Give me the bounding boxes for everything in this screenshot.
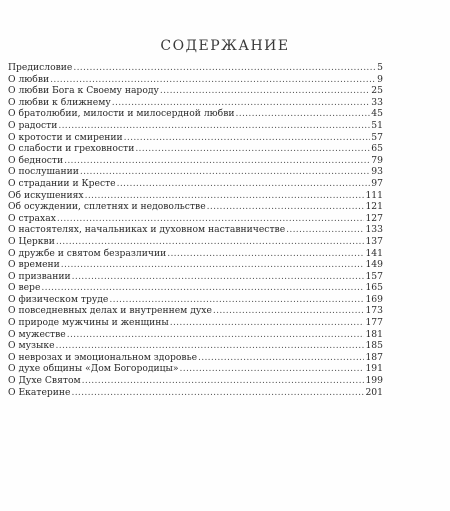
toc-entry-title: О кротости и смирении xyxy=(8,131,123,143)
toc-entry-page: 199 xyxy=(365,375,383,387)
toc-entry-page: 57 xyxy=(371,131,383,143)
toc-leader-dots xyxy=(124,132,371,144)
toc-entry-page: 5 xyxy=(377,62,383,73)
toc-entry-page: 181 xyxy=(365,328,383,340)
toc-entry-page: 33 xyxy=(371,96,383,108)
toc-entry-page: 111 xyxy=(365,189,383,201)
toc-entry xyxy=(8,166,383,178)
toc-entry-page: 191 xyxy=(365,363,383,375)
toc-entry xyxy=(8,236,383,248)
toc-entry-title: О радости xyxy=(8,119,58,131)
toc-entry xyxy=(8,375,383,387)
toc-entry xyxy=(8,305,383,317)
toc-entry xyxy=(8,62,383,74)
toc-leader-dots xyxy=(82,375,365,387)
toc-leader-dots xyxy=(117,178,371,190)
toc-entry-title: Предисловие xyxy=(8,62,73,73)
toc-entry-page: 127 xyxy=(365,212,383,224)
toc-entry-page: 157 xyxy=(365,270,383,282)
toc-entry-title: О музыке xyxy=(8,340,55,352)
toc-entry-page: 169 xyxy=(365,293,383,305)
toc-entry-title: О духе общины «Дом Богородицы» xyxy=(8,363,179,375)
toc-entry-title: О любви Бога к Своему народу xyxy=(8,85,159,97)
toc-entry-page: 133 xyxy=(365,224,383,236)
toc-entry xyxy=(8,224,383,236)
toc-entry xyxy=(8,340,383,352)
toc-entry xyxy=(8,108,383,120)
toc-entry-title: О страхах xyxy=(8,212,56,224)
toc-leader-dots xyxy=(236,108,371,120)
toc-leader-dots xyxy=(207,201,365,213)
toc-entry-page: 185 xyxy=(365,340,383,352)
toc-entry-title: О Духе Святом xyxy=(8,375,81,387)
toc-leader-dots xyxy=(50,74,376,86)
toc-entry-title: О любви к ближнему xyxy=(8,96,111,108)
toc-entry-title: О физическом труде xyxy=(8,293,109,305)
toc-entry-title: О настоятелях, начальниках и духовном наставничестве xyxy=(8,224,286,236)
toc-entry-title: О вере xyxy=(8,282,41,294)
toc-entry xyxy=(8,387,383,399)
toc-entry xyxy=(8,74,383,86)
toc-entry-title: О послушании xyxy=(8,166,79,178)
page-title: СОДЕРЖАНИЕ xyxy=(160,38,290,54)
toc-entry-page: 45 xyxy=(371,108,383,120)
toc-entry-page: 141 xyxy=(365,247,383,259)
toc-entry-page: 51 xyxy=(371,119,383,131)
toc-entry xyxy=(8,97,383,109)
toc-entry xyxy=(8,190,383,202)
toc-entry-title: О мужестве xyxy=(8,328,66,340)
toc-entry xyxy=(8,85,383,97)
toc-leader-dots xyxy=(67,329,365,341)
toc-leader-dots xyxy=(109,294,364,306)
toc-entry-title: О неврозах и эмоциональном здоровье xyxy=(8,351,198,363)
toc-leader-dots xyxy=(85,190,365,202)
toc-entry-title: Об осуждении, сплетнях и недовольстве xyxy=(8,201,206,213)
toc-entry-page: 65 xyxy=(371,143,383,155)
toc-entry-page: 97 xyxy=(371,177,383,189)
toc-entry xyxy=(8,155,383,167)
toc-entry xyxy=(8,329,383,341)
toc-leader-dots xyxy=(71,387,364,399)
toc-entry-title: О бедности xyxy=(8,154,64,166)
toc-entry xyxy=(8,363,383,375)
toc-entry xyxy=(8,120,383,132)
toc-entry-title: О слабости и греховности xyxy=(8,143,135,155)
toc-leader-dots xyxy=(72,271,365,283)
toc-entry-title: О дружбе и святом безразличии xyxy=(8,247,167,259)
toc-entry xyxy=(8,213,383,225)
toc-leader-dots xyxy=(170,317,365,329)
toc-entry xyxy=(8,352,383,364)
toc-leader-dots xyxy=(61,259,365,271)
toc-entry xyxy=(8,248,383,260)
toc-leader-dots xyxy=(213,305,365,317)
toc-leader-dots xyxy=(160,85,370,97)
toc-leader-dots xyxy=(167,248,364,260)
toc-entry-title: О страдании и Кресте xyxy=(8,177,116,189)
toc-leader-dots xyxy=(180,363,365,375)
toc-entry-title: О любви xyxy=(8,73,50,85)
toc-entry-page: 201 xyxy=(365,386,383,398)
toc-leader-dots xyxy=(73,62,376,74)
toc-entry-page: 137 xyxy=(365,235,383,247)
toc-entry-page: 79 xyxy=(371,154,383,166)
toc-entry-page: 177 xyxy=(365,317,383,329)
toc-entry-title: О повседневных делах и внутреннем духе xyxy=(8,305,212,317)
toc-entry-title: О Екатерине xyxy=(8,386,71,398)
toc-entry-page: 173 xyxy=(365,305,383,317)
toc-entry-title: Об искушениях xyxy=(8,189,84,201)
toc-entry xyxy=(8,294,383,306)
toc-entry xyxy=(8,317,383,329)
toc-entry xyxy=(8,132,383,144)
toc-entry-title: О Церкви xyxy=(8,235,55,247)
toc-leader-dots xyxy=(286,224,364,236)
toc-entry-page: 187 xyxy=(365,351,383,363)
toc-leader-dots xyxy=(41,282,364,294)
toc-entry xyxy=(8,143,383,155)
toc-entry-page: 25 xyxy=(371,85,383,97)
toc-leader-dots xyxy=(64,155,370,167)
toc-leader-dots xyxy=(56,340,365,352)
toc-leader-dots xyxy=(57,213,365,225)
toc-entry xyxy=(8,201,383,213)
toc-leader-dots xyxy=(112,97,371,109)
toc-leader-dots xyxy=(56,236,365,248)
toc-leader-dots xyxy=(58,120,370,132)
toc-entry-page: 93 xyxy=(371,166,383,178)
toc-entry-page: 121 xyxy=(365,201,383,213)
toc-entry-title: О природе мужчины и женщины xyxy=(8,317,169,329)
toc-entry-title: О призвании xyxy=(8,270,71,282)
toc-entry xyxy=(8,282,383,294)
toc-leader-dots xyxy=(135,143,370,155)
toc-leader-dots xyxy=(80,166,370,178)
toc-entry xyxy=(8,178,383,190)
toc-entry xyxy=(8,259,383,271)
toc-entry-title: О братолюбии, милости и милосердной любви xyxy=(8,108,235,120)
toc-entry-page: 165 xyxy=(365,282,383,294)
toc-entry-title: О времени xyxy=(8,259,60,271)
toc-leader-dots xyxy=(198,352,364,364)
toc-entry-page: 9 xyxy=(377,73,383,85)
table-of-contents xyxy=(8,62,383,398)
toc-entry-page: 149 xyxy=(365,259,383,271)
toc-entry xyxy=(8,271,383,283)
